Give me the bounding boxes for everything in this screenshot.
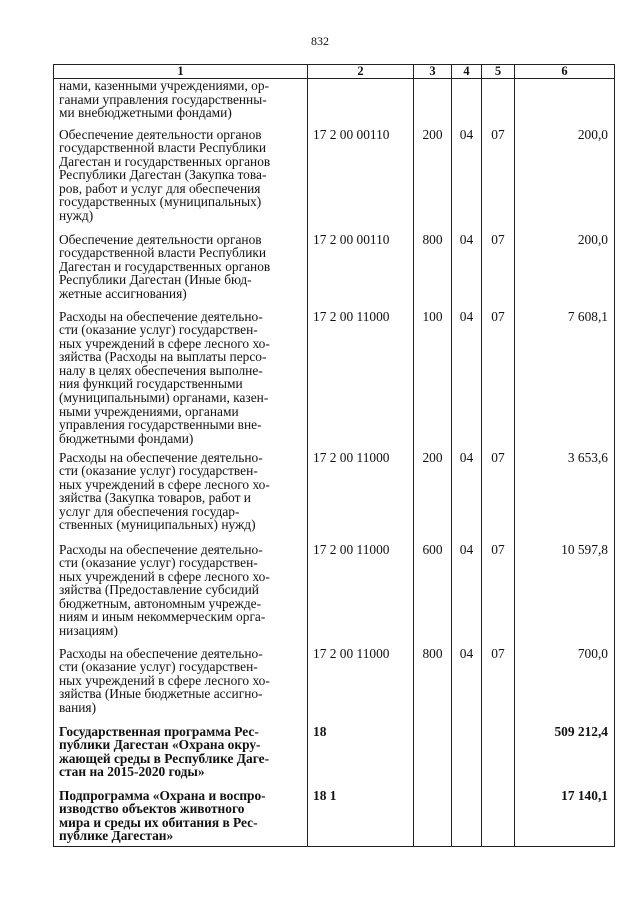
row-code: 17 2 00 11000 <box>308 543 414 647</box>
row-code: 18 1 <box>308 789 414 847</box>
table-row <box>54 647 615 725</box>
row-sum: 700,0 <box>515 647 615 725</box>
row-pr: 07 <box>482 451 515 543</box>
row-vr: 200 <box>414 128 452 233</box>
row-pr: 07 <box>482 128 515 233</box>
row-vr: 200 <box>414 451 452 543</box>
budget-table <box>53 64 615 847</box>
row-sum: 200,0 <box>515 233 615 310</box>
row-rz: 04 <box>452 310 482 451</box>
row-rz: 04 <box>452 451 482 543</box>
row-name-cell <box>54 233 308 310</box>
row-name: Расходы на обеспечение деятельно- сти (оказание услуг) государствен- ных учреждений в сфере лесного хо- зяйства (Иные бюджетные ассигно- вания) <box>59 645 270 715</box>
row-sum: 10 597,8 <box>515 543 615 647</box>
row-name: Расходы на обеспечение деятельно- сти (оказание услуг) государствен- ных учреждений в сфере лесного хо- зяйства (Предоставление субсидий бюджетным, автономным учрежде- ниям и иным некоммерческим орга- низациям) <box>59 541 270 639</box>
row-sum: 3 653,6 <box>515 451 615 543</box>
row-rz: 04 <box>452 233 482 310</box>
row-pr: 07 <box>482 543 515 647</box>
row-pr: 07 <box>482 647 515 725</box>
row-vr: 800 <box>414 647 452 725</box>
row-rz: 04 <box>452 543 482 647</box>
row-sum: 200,0 <box>515 128 615 233</box>
row-name-cell <box>54 451 308 543</box>
table-row <box>54 233 615 310</box>
row-vr <box>414 79 452 128</box>
header-col-1: 1 <box>54 65 308 79</box>
row-pr: 07 <box>482 310 515 451</box>
row-pr: 07 <box>482 233 515 310</box>
row-sum: 17 140,1 <box>515 789 615 847</box>
row-vr <box>414 789 452 847</box>
row-code: 17 2 00 11000 <box>308 310 414 451</box>
row-name: Обеспечение деятельности органов государственной власти Республики Дагестан и государственных органов Республики Дагестан (Иные бюд- жетные ассигнования) <box>59 231 271 301</box>
row-name-cell <box>54 128 308 233</box>
header-col-5: 5 <box>482 65 515 79</box>
row-vr: 800 <box>414 233 452 310</box>
row-code: 17 2 00 11000 <box>308 647 414 725</box>
row-name: нами, казенными учреждениями, ор- ганами управления государственны- ми внебюджетными фондами) <box>59 78 269 121</box>
table-header-row <box>54 65 615 79</box>
row-name-cell <box>54 543 308 647</box>
row-name-cell <box>54 310 308 451</box>
row-name-cell <box>54 647 308 725</box>
row-name-cell <box>54 79 308 128</box>
table-row <box>54 725 615 789</box>
row-vr: 100 <box>414 310 452 451</box>
row-name-cell <box>54 789 308 847</box>
row-rz <box>452 79 482 128</box>
row-pr <box>482 789 515 847</box>
page-number: 832 <box>311 34 329 48</box>
row-name: Расходы на обеспечение деятельно- сти (оказание услуг) государствен- ных учреждений в сфере лесного хо- зяйства (Расходы на выплаты персо- налу в целях обеспечения выполне- ния функций государственными (муниципальными) органами, казен- ными учреждениями, органами управления государственными вне- бюджетными фондами) <box>59 308 270 446</box>
row-code: 17 2 00 11000 <box>308 451 414 543</box>
table-row <box>54 310 615 451</box>
table-row <box>54 79 615 128</box>
header-col-4: 4 <box>452 65 482 79</box>
table-row <box>54 543 615 647</box>
row-name: Обеспечение деятельности органов государственной власти Республики Дагестан и государственных органов Республики Дагестан (Закупка това- ров, работ и услуг для обеспечения государственных (муниципальных) нужд) <box>59 126 271 224</box>
header-col-6: 6 <box>515 65 615 79</box>
row-vr: 600 <box>414 543 452 647</box>
row-pr <box>482 79 515 128</box>
table-row <box>54 128 615 233</box>
row-name: Государственная программа Рес- публики Дагестан «Охрана окру- жающей среды в Республике Даге- стан на 2015-2020 годы» <box>59 723 270 780</box>
row-code: 17 2 00 00110 <box>308 233 414 310</box>
header-col-2: 2 <box>308 65 414 79</box>
row-code: 17 2 00 00110 <box>308 128 414 233</box>
row-code <box>308 79 414 128</box>
row-code: 18 <box>308 725 414 789</box>
row-rz <box>452 725 482 789</box>
row-sum: 509 212,4 <box>515 725 615 789</box>
row-name: Расходы на обеспечение деятельно- сти (оказание услуг) государствен- ных учреждений в сфере лесного хо- зяйства (Закупка товаров, работ и услуг для обеспечения государ- ственных (муниципальных) нужд) <box>59 449 270 533</box>
row-name: Подпрограмма «Охрана и воспро- изводство объектов животного мира и среды их обитания в Рес- публике Дагестан» <box>59 787 266 844</box>
row-rz <box>452 789 482 847</box>
row-pr <box>482 725 515 789</box>
row-name-cell <box>54 725 308 789</box>
row-vr <box>414 725 452 789</box>
row-sum <box>515 79 615 128</box>
header-col-3: 3 <box>414 65 452 79</box>
row-rz: 04 <box>452 647 482 725</box>
table-row <box>54 789 615 847</box>
row-sum: 7 608,1 <box>515 310 615 451</box>
table-row <box>54 451 615 543</box>
row-rz: 04 <box>452 128 482 233</box>
